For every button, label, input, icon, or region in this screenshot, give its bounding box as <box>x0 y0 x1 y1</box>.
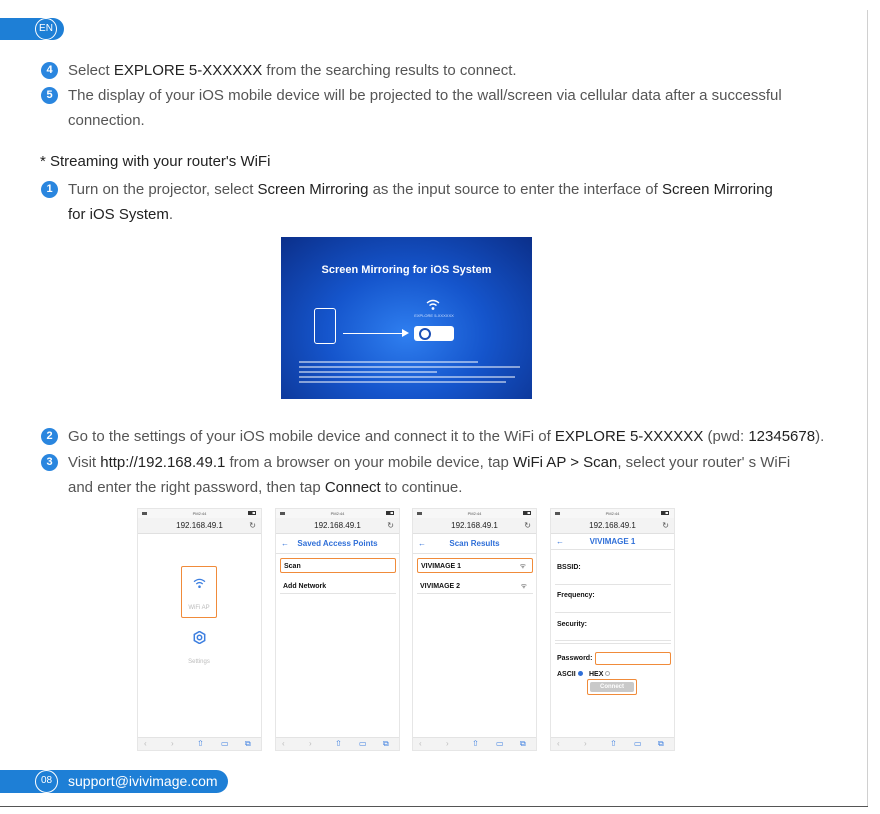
back-icon[interactable]: ‹ <box>282 739 285 748</box>
ascii-radio[interactable]: ASCII <box>557 671 583 678</box>
settings-label: Settings <box>188 659 210 665</box>
back-icon[interactable]: ‹ <box>419 739 422 748</box>
address-bar[interactable]: 192.168.49.1 ↻ <box>551 518 674 534</box>
step-2: 2 Go to the settings of your iOS mobile device and connect it to the WiFi of EXPLORE 5-XXXXXX (pwd: 12345678). <box>41 424 824 449</box>
tabs-icon[interactable]: ⧉ <box>520 739 526 748</box>
add-network-item[interactable]: Add Network <box>280 579 396 594</box>
step-number: 3 <box>41 454 58 471</box>
password-input[interactable] <box>595 652 671 665</box>
page-header: ← VIVIMAGE 1 <box>551 534 674 550</box>
share-icon[interactable]: ⇧ <box>335 739 342 748</box>
scan-item[interactable]: Scan <box>280 558 396 573</box>
wifi-icon <box>193 578 206 589</box>
status-bar: PM2:44 <box>276 509 399 518</box>
wifi-ap-label: WiFi AP <box>188 605 210 611</box>
forward-icon[interactable]: › <box>309 739 312 748</box>
tabs-icon[interactable]: ⧉ <box>245 739 251 748</box>
wifi-icon <box>426 299 440 311</box>
screen-instructions <box>299 361 529 386</box>
step-number: 4 <box>41 62 58 79</box>
phone-screen-network-details <box>550 508 675 751</box>
arrow-line <box>343 333 405 334</box>
page-number: 08 <box>35 770 58 793</box>
screen-title: Screen Mirroring for iOS System <box>321 264 492 276</box>
device-label: EXPLORE 5-XXXXXX <box>414 313 454 318</box>
address-bar[interactable]: 192.168.49.1 ↻ <box>276 518 399 534</box>
battery-icon <box>386 511 394 515</box>
step-1: 1 Turn on the projector, select Screen Mirroring as the input source to enter the interface of Screen Mirroring for iOS System. <box>41 177 773 227</box>
back-arrow-icon[interactable]: ← <box>418 539 426 548</box>
phone-screen-saved-access-points <box>275 508 400 751</box>
browser-toolbar <box>138 737 261 750</box>
share-icon[interactable]: ⇧ <box>472 739 479 748</box>
security-label: Security: <box>557 621 587 628</box>
gear-icon[interactable] <box>193 631 206 644</box>
back-arrow-icon[interactable]: ← <box>281 539 289 548</box>
status-bar: PM2:44 <box>138 509 261 518</box>
page-content <box>413 534 536 737</box>
back-icon[interactable]: ‹ <box>144 739 147 748</box>
tabs-icon[interactable]: ⧉ <box>383 739 389 748</box>
battery-icon <box>248 511 256 515</box>
page-content <box>551 534 674 737</box>
phone-icon <box>314 308 336 344</box>
step-number: 2 <box>41 428 58 445</box>
address-bar[interactable]: 192.168.49.1 ↻ <box>138 518 261 534</box>
language-badge: EN <box>35 18 57 40</box>
step-number: 1 <box>41 181 58 198</box>
network-item[interactable]: VIVIMAGE 2 ᯤ <box>417 579 533 594</box>
connect-button[interactable]: Connect <box>590 682 634 692</box>
address-bar[interactable]: 192.168.49.1 ↻ <box>413 518 536 534</box>
step-number: 5 <box>41 87 58 104</box>
frequency-label: Frequency: <box>557 592 595 599</box>
radio-unselected-icon <box>605 671 610 676</box>
bssid-label: BSSID: <box>557 564 581 571</box>
step-5: 5 The display of your iOS mobile device will be projected to the wall/screen via cellular data after a successful connection. <box>41 83 782 133</box>
page-border-right <box>867 10 868 806</box>
back-arrow-icon[interactable]: ← <box>556 537 564 546</box>
share-icon[interactable]: ⇧ <box>610 739 617 748</box>
forward-icon[interactable]: › <box>446 739 449 748</box>
battery-icon <box>661 511 669 515</box>
arrow-head-icon <box>402 329 409 337</box>
projector-lens <box>419 328 431 340</box>
page-border-bottom <box>0 806 868 807</box>
wifi-signal-icon: ᯤ <box>520 583 527 590</box>
battery-icon <box>523 511 531 515</box>
password-label: Password: <box>557 655 593 662</box>
share-icon[interactable]: ⇧ <box>197 739 204 748</box>
bookmarks-icon[interactable]: ▭ <box>359 739 367 748</box>
support-email[interactable]: support@ivivimage.com <box>68 773 218 789</box>
browser-toolbar <box>276 737 399 750</box>
wifi-signal-icon: ᯤ <box>519 563 526 570</box>
status-bar: PM2:44 <box>413 509 536 518</box>
tabs-icon[interactable]: ⧉ <box>658 739 664 748</box>
back-icon[interactable]: ‹ <box>557 739 560 748</box>
network-item[interactable]: VIVIMAGE 1 ᯤ <box>417 558 533 573</box>
page-content <box>138 534 261 737</box>
bookmarks-icon[interactable]: ▭ <box>496 739 504 748</box>
bookmarks-icon[interactable]: ▭ <box>221 739 229 748</box>
reload-icon[interactable]: ↻ <box>662 521 669 530</box>
step-4: 4 Select EXPLORE 5-XXXXXX from the searching results to connect. <box>41 58 517 83</box>
browser-toolbar <box>413 737 536 750</box>
phone-screen-scan-results <box>412 508 537 751</box>
page-content <box>276 534 399 737</box>
reload-icon[interactable]: ↻ <box>524 521 531 530</box>
phone-screen-home <box>137 508 262 751</box>
section-title: * Streaming with your router's WiFi <box>40 153 271 170</box>
forward-icon[interactable]: › <box>584 739 587 748</box>
step-3: 3 Visit http://192.168.49.1 from a browser on your mobile device, tap WiFi AP > Scan, select your router' s WiFi and enter the right password, then tap Connect to continue. <box>41 450 790 500</box>
browser-toolbar <box>551 737 674 750</box>
forward-icon[interactable]: › <box>171 739 174 748</box>
page-header: ← Scan Results <box>413 534 536 554</box>
radio-selected-icon <box>578 671 583 676</box>
hex-radio[interactable]: HEX <box>589 671 610 678</box>
screen-mirroring-image <box>281 237 532 399</box>
reload-icon[interactable]: ↻ <box>249 521 256 530</box>
status-bar: PM2:44 <box>551 509 674 518</box>
reload-icon[interactable]: ↻ <box>387 521 394 530</box>
bookmarks-icon[interactable]: ▭ <box>634 739 642 748</box>
page-header: ← Saved Access Points <box>276 534 399 554</box>
